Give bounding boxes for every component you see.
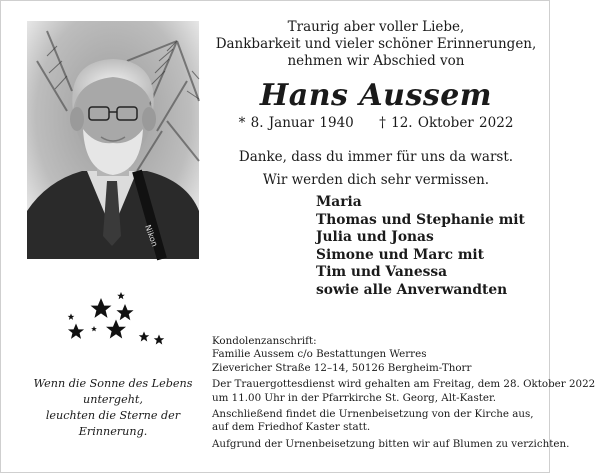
star-icon [117, 292, 125, 299]
service-line: um 11.00 Uhr in der Pfarrkirche St. Georg, Alt-Kaster. [212, 391, 497, 404]
flowers-line: Aufgrund der Urnenbeisetzung bitten wir auf Blumen zu verzichten. [212, 437, 570, 450]
star-icon [106, 320, 126, 339]
family-member: Simone und Marc mit [316, 246, 485, 263]
thanks-text [211, 146, 541, 192]
condolence-line: Familie Aussem c/o Bestattungen Werres [212, 348, 427, 361]
birth-date: * 8. Januar 1940 [238, 115, 354, 131]
intro-text [211, 19, 541, 70]
condolence-heading: Kondolenzanschrift: [212, 335, 317, 347]
death-date: † 12. Oktober 2022 [379, 115, 514, 131]
star-icon [91, 298, 112, 318]
star-icon [68, 314, 75, 320]
family-member: Maria [316, 194, 362, 210]
quote-line: leuchten die Sterne der Erinnerung. [45, 409, 181, 438]
thanks-line: Danke, dass du immer für uns da warst. [238, 149, 514, 165]
flowers-note [212, 437, 570, 451]
family-member: Julia und Jonas [316, 229, 434, 246]
info-section [212, 335, 595, 454]
service-line: Der Trauergottesdienst wird gehalten am Freitag, dem 28. Oktober 2022 [212, 378, 595, 391]
quote-line: Wenn die Sonne des Lebens untergeht, [33, 377, 193, 406]
portrait-photo [27, 21, 199, 259]
family-member: Tim und Vanessa [316, 264, 448, 281]
star-icon [139, 332, 149, 342]
memorial-quote [15, 376, 211, 440]
condolence-address [212, 335, 542, 375]
star-icon [68, 324, 84, 339]
thanks-line: Wir werden dich sehr vermissen. [262, 172, 490, 188]
burial-info [212, 408, 542, 435]
star-icon [91, 326, 97, 331]
condolence-line: Zievericher Straße 12–14, 50126 Bergheim-Thorr [212, 361, 472, 374]
service-info [212, 378, 595, 405]
intro-line: Traurig aber voller Liebe, [287, 19, 465, 35]
life-dates [211, 115, 541, 131]
star-icon [116, 304, 133, 320]
family-member: sowie alle Anverwandten [316, 281, 508, 298]
burial-line: auf dem Friedhof Kaster statt. [212, 421, 371, 434]
camera-strap-label: Nikon [143, 223, 160, 248]
intro-line: Dankbarkeit und vieler schöner Erinnerungen, [215, 36, 537, 52]
family-member: Thomas und Stephanie mit [316, 211, 525, 228]
stars-decoration [61, 289, 171, 349]
deceased-name: Hans Aussem [259, 78, 493, 113]
family-list [316, 194, 546, 300]
burial-line: Anschließend findet die Urnenbeisetzung von der Kirche aus, [212, 408, 534, 421]
intro-line: nehmen wir Abschied von [287, 53, 465, 69]
star-icon [154, 335, 164, 345]
